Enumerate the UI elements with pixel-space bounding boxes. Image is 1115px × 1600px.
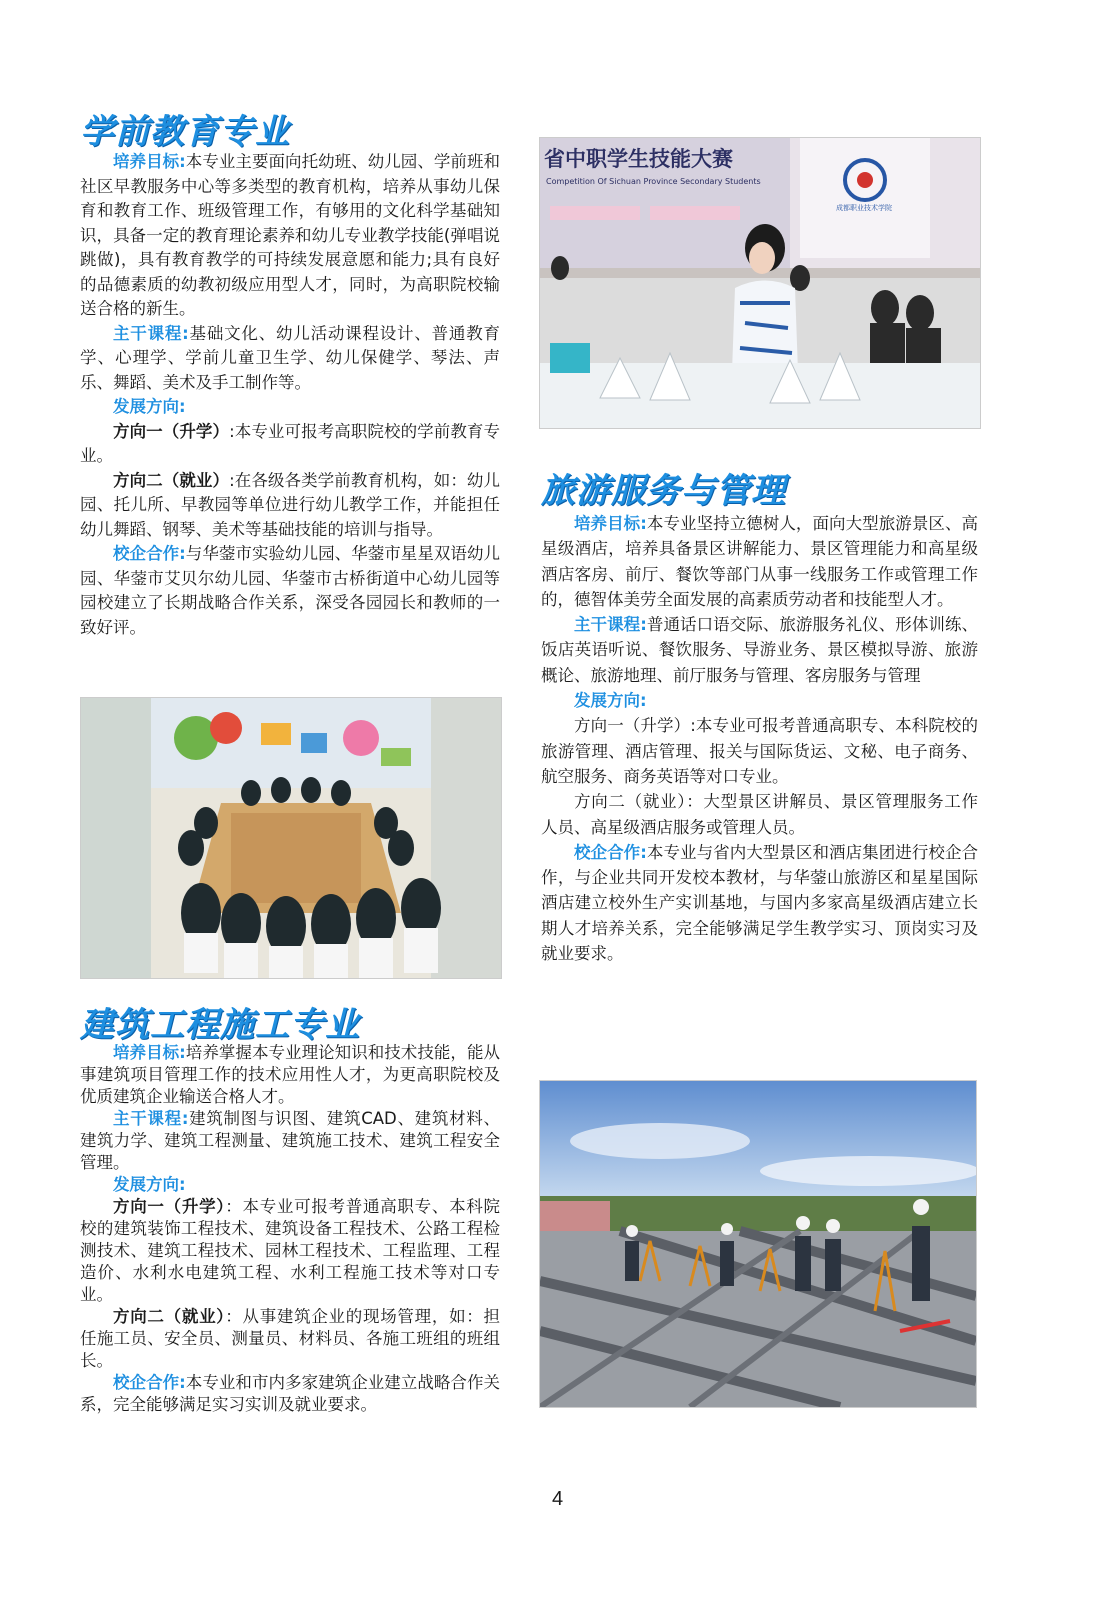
dir2-text: ：大型景区讲解员、景区管理服务工作人员、高星级酒店服务或管理人员。 (541, 792, 979, 837)
coop-text: 本专业和市内多家建筑企业建立战略合作关系，完全能够满足实习实训及就业要求。 (80, 1373, 501, 1414)
courses-label: 主干课程: (574, 615, 647, 635)
courses-text: 基础文化、幼儿活动课程设计、普通教育学、心理学、学前儿童卫生学、幼儿保健学、琴法、声乐、舞蹈、美术及手工制作等。 (80, 323, 500, 392)
preschool-dir2 (80, 469, 500, 543)
competition-banner-text: 省中职学生技能大赛 (544, 147, 733, 171)
preschool-title: 学前教育专业 (80, 112, 290, 152)
construction-coop (80, 1372, 500, 1416)
surveying-photo (539, 1080, 977, 1408)
tourism-courses (541, 612, 978, 688)
tourism-title: 旅游服务与管理 (541, 471, 786, 511)
dir1-text: :本专业可报考普通高职专、本科院校的旅游管理、酒店管理、报关与国际货运、文秘、电子商务、航空服务、商务英语等对口专业。 (541, 716, 979, 786)
goal-text: 本专业坚持立德树人，面向大型旅游景区、高星级酒店，培养具备景区讲解能力、景区管理能力和高星级酒店客房、前厅、餐饮等部门从事一线服务工作或管理工作的，德智体美劳全面发展的高素质劳动者和技能型人才。 (541, 514, 979, 609)
preschool-courses (80, 322, 500, 396)
dir2-label: 方向二（就业） (574, 792, 687, 812)
tourism-dir1 (541, 713, 978, 789)
direction-label: 发展方向: (574, 691, 647, 711)
coop-label: 校企合作: (113, 1373, 186, 1392)
competition-banner-en: Competition Of Sichuan Province Secondary Students (546, 177, 761, 186)
construction-dir1 (80, 1196, 500, 1306)
construction-courses (80, 1108, 500, 1174)
preschool-direction (80, 395, 500, 420)
preschool-dir1 (80, 420, 500, 469)
coop-text: 与华蓥市实验幼儿园、华蓥市星星双语幼儿园、华蓥市艾贝尔幼儿园、华蓥市古桥街道中心幼儿园等园校建立了长期战略合作关系，深受各园园长和教师的一致好评。 (80, 544, 501, 637)
dir2-text: :在各级各类学前教育机构，如：幼儿园、托儿所、早教园等单位进行幼儿教学工作，并能担任幼儿舞蹈、钢琴、美术等基础技能的培训与指导。 (80, 470, 501, 539)
tourism-coop (541, 840, 978, 966)
construction-goal (80, 1042, 500, 1108)
preschool-goal (80, 150, 500, 322)
courses-text: 建筑制图与识图、建筑CAD、建筑材料、建筑力学、建筑工程测量、建筑施工技术、建筑工程安全管理。 (80, 1109, 500, 1172)
dir2-label: 方向二（就业） (113, 470, 230, 490)
goal-label: 培养目标: (113, 1043, 186, 1062)
direction-label: 发展方向: (113, 1175, 186, 1194)
goal-label: 培养目标: (113, 152, 186, 171)
construction-direction (80, 1174, 500, 1196)
coop-label: 校企合作: (113, 544, 186, 563)
construction-title: 建筑工程施工专业 (80, 1005, 360, 1045)
courses-label: 主干课程: (113, 1109, 189, 1128)
page-number: 4 (551, 1488, 564, 1510)
goal-label: 培养目标: (574, 514, 647, 533)
courses-label: 主干课程: (113, 323, 189, 343)
tourism-direction (541, 688, 978, 713)
dir1-text: ：本专业可报考普通高职专、本科院校的建筑装饰工程技术、建筑设备工程技术、公路工程检测技术、建筑工程技术、园林工程技术、工程监理、工程造价、水利水电建筑工程、水利工程施工技术等对口专业。 (80, 1197, 501, 1304)
classroom-photo (80, 697, 502, 979)
courses-text: 普通话口语交际、旅游服务礼仪、形体训练、饭店英语听说、餐饮服务、导游业务、景区模拟导游、旅游概论、旅游地理、前厅服务与管理、客房服务与管理 (541, 615, 979, 685)
coop-label: 校企合作: (574, 842, 647, 862)
coop-text: 本专业与省内大型景区和酒店集团进行校企合作，与企业共同开发校本教材，与华蓥山旅游区和星星国际酒店建立校外生产实训基地，与国内多家高星级酒店建立长期人才培养关系，完全能够满足学生教学实习、顶岗实习及就业要求。 (541, 842, 979, 964)
dir1-text: :本专业可报考高职院校的学前教育专业。 (80, 421, 501, 465)
tourism-goal (541, 511, 978, 612)
preschool-body (80, 150, 500, 640)
construction-dir2 (80, 1306, 500, 1372)
dir2-text: ：从事建筑企业的现场管理，如：担任施工员、安全员、测量员、材料员、各施工班组的班组长。 (80, 1307, 501, 1370)
dir2-label: 方向二（就业） (113, 1307, 226, 1326)
direction-label: 发展方向: (113, 397, 186, 416)
dir1-label: 方向一（升学） (574, 716, 691, 736)
goal-text: 培养掌握本专业理论知识和技术技能，能从事建筑项目管理工作的技术应用性人才，为更高职院校及优质建筑企业输送合格人才。 (80, 1043, 501, 1106)
competition-logo-text: 成都职业技术学院 (836, 204, 892, 212)
competition-photo (539, 137, 981, 429)
tourism-body (541, 511, 978, 966)
goal-text: 本专业主要面向托幼班、幼儿园、学前班和社区早教服务中心等多类型的教育机构，培养从事幼儿保育和教育工作、班级管理工作，有够用的文化科学基础知识，具备一定的教育理论素养和幼儿专业教学技能(弹唱说跳做)，具有教育教学的可持续发展意愿和能力;具有良好的品德素质的幼教初级应用型人才，同时，为高职院校输送合格的新生。 (80, 152, 501, 318)
tourism-dir2 (541, 789, 978, 840)
dir1-label: 方向一（升学） (113, 421, 230, 441)
preschool-coop (80, 542, 500, 640)
construction-body (80, 1042, 500, 1416)
dir1-label: 方向一（升学） (113, 1197, 226, 1216)
